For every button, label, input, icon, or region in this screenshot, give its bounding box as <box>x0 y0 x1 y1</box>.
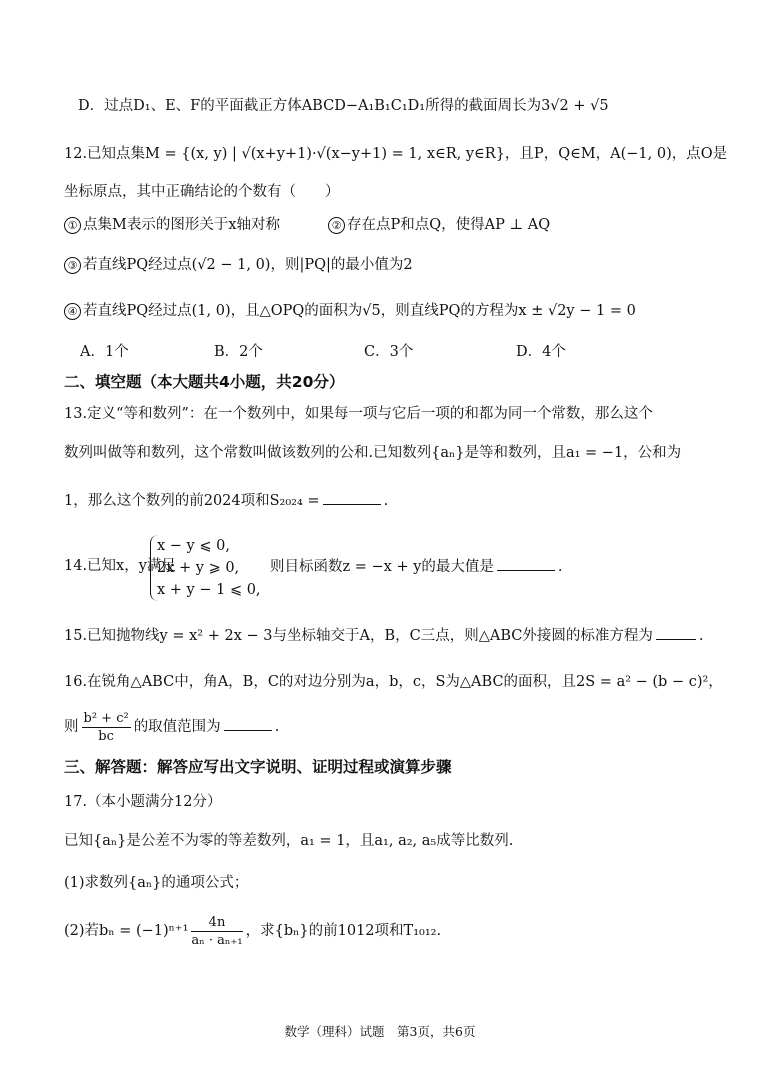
q16-text: 的取值范围为 <box>133 719 221 735</box>
answer-blank[interactable] <box>497 556 555 571</box>
q16-fraction <box>82 710 131 745</box>
q15-end: . <box>698 628 704 644</box>
fraction-numerator: b² + c² <box>83 710 129 726</box>
answer-blank[interactable] <box>323 490 381 505</box>
q12-stem-line1: 12.已知点集M = {(x, y) | √(x+y+1)·√(x−y+1) = 1, x∈R, y∈R}，且P，Q∈M，A(−1, 0)，点O是 <box>64 146 728 162</box>
q12-option-c: C．3个 <box>364 344 414 360</box>
q17-stem: 已知{aₙ}是公差不为零的等差数列，a₁ = 1，且a₁, a₂, a₅成等比数列. <box>64 833 514 849</box>
circled-number: ③ <box>64 257 81 274</box>
q17-part-1: (1)求数列{aₙ}的通项公式； <box>64 875 249 891</box>
statement-text: 若直线PQ经过点(1, 0)，且△OPQ的面积为√5，则直线PQ的方程为x ± √2y − 1 = 0 <box>83 303 636 319</box>
circled-number: ① <box>64 217 81 234</box>
q12-option-b: B．2个 <box>214 344 263 360</box>
q16-line1: 16.在锐角△ABC中，角A，B，C的对边分别为a，b，c，S为△ABC的面积，且2S = a² − (b − c)²， <box>64 674 723 690</box>
q14-end: . <box>557 559 563 575</box>
q16-end: . <box>274 719 280 735</box>
fraction-denominator: aₙ · aₙ₊₁ <box>191 932 243 948</box>
q15-text: 15.已知抛物线y = x² + 2x − 3与坐标轴交于A，B，C三点，则△ABC外接圆的标准方程为 <box>64 628 653 644</box>
statement-text: 点集M表示的图形关于x轴对称 <box>83 217 281 233</box>
q14-constraint-system <box>150 535 261 601</box>
q13-text: 1，那么这个数列的前2024项和S₂₀₂₄ = <box>64 493 320 509</box>
q11-option-d: D．过点D₁、E、F的平面截正方体ABCD−A₁B₁C₁D₁所得的截面周长为3√2 + √5 <box>78 98 609 114</box>
q17-heading: 17.（本小题满分12分） <box>64 794 222 810</box>
section-2-heading: 二、填空题（本大题共4小题，共20分） <box>64 373 345 391</box>
q13-end: . <box>383 493 389 509</box>
q12-statement-2 <box>328 215 550 235</box>
answer-blank[interactable] <box>224 716 272 731</box>
section-3-heading: 三、解答题：解答应写出文字说明、证明过程或演算步骤 <box>64 758 452 776</box>
constraint-2: 2x + y ⩾ 0, <box>157 560 240 576</box>
q13-line1: 13.定义“等和数列”：在一个数列中，如果每一项与它后一项的和都为同一个常数，那么这个 <box>64 406 653 422</box>
q12-option-d: D．4个 <box>516 344 566 360</box>
q16-prefix: 则 <box>64 719 79 735</box>
constraint-1: x − y ⩽ 0, <box>157 538 230 554</box>
answer-blank[interactable] <box>656 625 696 640</box>
q17-fraction <box>191 914 242 949</box>
q17-part-2 <box>64 912 441 950</box>
q13-line2: 数列叫做等和数列，这个常数叫做该数列的公和.已知数列{aₙ}是等和数列，且a₁ = −1，公和为 <box>64 445 682 461</box>
q12-stem-line2: 坐标原点，其中正确结论的个数有（ ） <box>64 184 340 200</box>
page-footer: 数学（理科）试题 第3页，共6页 <box>284 1024 476 1039</box>
q17-part2-text: ，求{bₙ}的前1012项和T₁₀₁₂. <box>245 923 442 939</box>
q16-line2 <box>64 708 279 746</box>
q12-statement-4 <box>64 301 636 321</box>
fraction-denominator: bc <box>98 728 114 744</box>
q13-line3 <box>64 490 388 511</box>
circled-number: ② <box>328 217 345 234</box>
q14-objective <box>270 556 563 577</box>
constraint-3: x + y − 1 ⩽ 0, <box>157 582 261 598</box>
q12-statement-1 <box>64 215 280 235</box>
q12-option-a: A．1个 <box>80 344 129 360</box>
q14-text: 则目标函数z = −x + y的最大值是 <box>270 559 494 575</box>
fraction-numerator: 4n <box>191 914 242 932</box>
q15 <box>64 625 703 646</box>
circled-number: ④ <box>64 303 81 320</box>
q17-part2-prefix: (2)若bₙ = (−1)ⁿ⁺¹ <box>64 923 189 939</box>
statement-text: 存在点P和点Q，使得AP ⊥ AQ <box>347 217 551 233</box>
statement-text: 若直线PQ经过点(√2 − 1, 0)，则|PQ|的最小值为2 <box>83 257 413 273</box>
q14-prefix: 14.已知x，y满足 <box>64 558 176 574</box>
q12-statement-3 <box>64 255 413 275</box>
